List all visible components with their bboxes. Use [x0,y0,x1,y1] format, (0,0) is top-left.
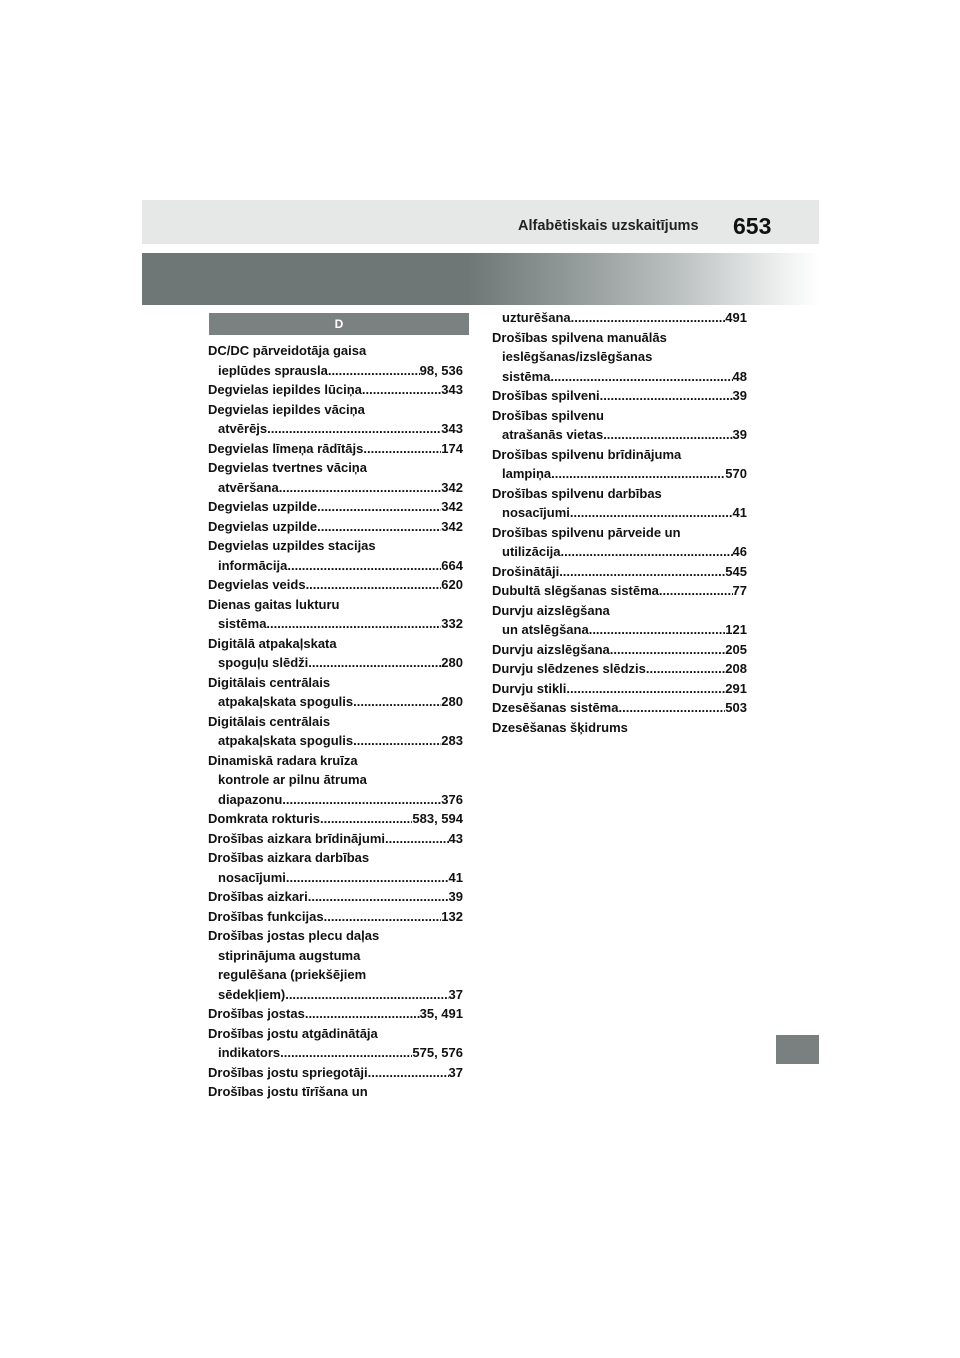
index-entry-line: ieslēgšanas/izslēgšanas [502,349,653,364]
dot-leader [363,439,441,459]
dot-leader [570,503,733,523]
index-entry [208,1043,463,1063]
index-entry-line: DC/DC pārveidotāja gaisa [208,343,367,358]
index-entry-term: diapazonu [218,791,283,807]
index-entry-line: Digitālā atpakaļskata [208,635,337,651]
index-entry-page: 35, 491 [419,1006,463,1021]
dot-leader [600,386,733,406]
dot-leader [320,809,412,829]
index-entry-page: 376 [441,791,463,807]
dot-leader [603,425,732,445]
index-entry-term: Domkrata rokturis [208,811,320,826]
index-entry-term: atvēršana [218,479,279,495]
dot-leader [267,419,441,439]
page-title: Alfabētiskais uzskaitījums [518,218,699,234]
index-entry-line: Drošības spilvenu pārveide un [492,524,681,540]
index-entry-line: Degvielas uzpildes stacijas [208,538,376,553]
index-entry-page: 291 [725,680,747,696]
index-entry-term: nosacījumi [218,869,286,885]
index-entry-line: Drošības jostu atgādinātāja [208,1025,378,1041]
index-entry-term: Degvielas veids [208,577,306,592]
index-entry-page: 332 [441,616,463,631]
dot-leader [285,985,448,1005]
index-entry-line: Dienas gaitas lukturu [208,596,340,612]
index-entry-page: 575, 576 [412,1045,463,1060]
dot-leader [550,367,732,387]
index-entry-line: Drošības spilvenu [492,407,604,423]
dot-leader [551,464,725,484]
dot-leader [280,1043,412,1063]
index-entry-term: atpakaļskata spogulis [218,733,354,748]
index-entry-term: Durvju stikli [492,680,567,696]
index-entry-term: Drošības spilveni [492,388,600,403]
index-entry-term: atpakaļskata spogulis [218,694,354,709]
index-entry-page: 174 [441,440,463,456]
index-entry-term: Durvju aizslēgšana [492,641,610,657]
index-entry-line: regulēšana (priekšējiem [218,967,367,982]
index-entry-term: spoguļu slēdži [218,655,309,670]
page-number: 653 [733,213,772,239]
index-entry-line: stiprinājuma augstuma [218,947,361,963]
index-entry-page: 37 [448,1064,463,1080]
dot-leader [559,562,725,582]
index-entry-term: un atslēgšana [502,622,589,637]
index-entry-page: 503 [725,700,747,715]
index-entry-term: Dubultā slēgšanas sistēma [492,583,659,598]
index-entry [492,308,747,328]
index-entry [208,985,463,1005]
dot-leader [353,731,441,751]
index-entry-line: Degvielas iepildes vāciņa [208,401,365,417]
index-entry-page: 41 [448,869,463,885]
index-column-left [208,341,463,1102]
dot-leader [305,1004,420,1024]
index-entry-page: 545 [725,563,747,579]
dot-leader [610,640,726,660]
index-entry-page: 43 [448,830,463,846]
index-entry-term: sistēma [502,368,551,384]
dot-leader [308,653,441,673]
index-entry-page: 583, 594 [412,811,463,826]
index-entry [492,640,747,660]
dot-leader [618,698,725,718]
dot-leader [362,380,441,400]
index-entry [492,367,747,387]
index-entry-page: 491 [725,310,747,325]
index-entry-line: Durvju aizslēgšana [492,602,610,618]
index-entry-term: Drošības jostas [208,1006,305,1021]
index-entry [208,439,463,459]
dot-leader [317,497,441,517]
dot-leader [286,868,449,888]
index-side-tab [776,1035,819,1064]
index-entry-term: sistēma [218,616,267,631]
index-entry-term: Drošības aizkari [208,889,308,904]
index-entry-line: Digitālais centrālais [208,713,331,729]
index-entry-term: Degvielas uzpilde [208,518,318,534]
index-entry-line: Digitālais centrālais [208,674,331,690]
index-entry [208,887,463,907]
index-entry-page: 41 [732,505,747,520]
index-entry [208,497,463,517]
decorative-gradient-band [142,253,819,305]
index-entry-term: Degvielas līmeņa rādītājs [208,440,364,456]
index-entry [208,361,463,381]
index-entry-page: 343 [441,382,463,397]
index-entry [492,581,747,601]
index-entry [208,790,463,810]
index-entry-page: 283 [441,733,463,748]
index-entry-page: 39 [732,388,747,403]
dot-leader [353,692,441,712]
index-entry [492,464,747,484]
index-entry-line: Drošības spilvenu darbības [492,485,662,501]
index-entry-page: 121 [725,622,747,637]
index-entry-term: nosacījumi [502,505,570,520]
index-entry [208,556,463,576]
index-entry-page: 620 [441,577,463,592]
index-entry-line: Degvielas tvertnes vāciņa [208,460,367,475]
index-entry [208,517,463,537]
dot-leader [308,887,449,907]
index-entry [208,419,463,439]
dot-leader [317,517,441,537]
index-entry-page: 205 [725,641,747,657]
index-entry [492,679,747,699]
dot-leader [282,790,441,810]
index-entry [492,659,747,679]
index-entry [208,478,463,498]
index-entry [492,620,747,640]
index-entry-page: 48 [732,368,747,384]
index-entry [492,562,747,582]
index-entry-line: Drošības aizkara darbības [208,850,370,865]
index-entry-term: Drošības aizkara brīdinājumi [208,830,386,846]
dot-leader [306,575,442,595]
index-entry [208,653,463,673]
dot-leader [287,556,441,576]
dot-leader [328,361,420,381]
index-entry [208,907,463,927]
index-entry-term: Drošinātāji [492,563,560,579]
dot-leader [571,308,726,328]
dot-leader [279,478,442,498]
index-entry-page: 570 [725,466,747,481]
index-entry-page: 280 [441,655,463,670]
index-entry [492,386,747,406]
index-entry [492,698,747,718]
index-entry-page: 77 [732,583,747,598]
index-entry [492,425,747,445]
index-entry-page: 342 [441,499,463,514]
index-entry-term: indikators [218,1045,281,1060]
index-entry-line: Dzesēšanas šķidrums [492,719,628,735]
index-entry [208,614,463,634]
index-entry [208,1004,463,1024]
index-entry-term: Durvju slēdzenes slēdzis [492,661,646,676]
index-entry [492,503,747,523]
index-entry-term: sēdekļiem) [218,986,286,1002]
index-entry-term: atvērējs [218,421,268,436]
index-entry-term: utilizācija [502,544,561,559]
dot-leader [646,659,725,679]
index-entry-term: ieplūdes sprausla [218,362,328,378]
dot-leader [589,620,726,640]
index-entry-page: 280 [441,694,463,709]
index-entry-page: 37 [448,986,463,1002]
index-entry-page: 98, 536 [419,362,463,378]
index-entry [208,868,463,888]
index-entry [208,692,463,712]
index-entry-page: 664 [441,557,463,573]
index-entry-term: Dzesēšanas sistēma [492,700,619,715]
section-letter-header: D [209,313,469,335]
index-entry-term: atrašanās vietas [502,427,604,442]
header-band [142,200,819,244]
dot-leader [561,542,733,562]
index-entry-page: 208 [725,661,747,676]
index-entry [208,575,463,595]
index-entry [208,380,463,400]
index-entry [208,829,463,849]
dot-leader [324,907,442,927]
index-entry-term: Drošības jostu spriegotāji [208,1064,368,1080]
index-entry [208,1063,463,1083]
index-entry-term: Degvielas uzpilde [208,499,318,514]
dot-leader [659,581,733,601]
dot-leader [368,1063,449,1083]
dot-leader [385,829,449,849]
index-entry-page: 342 [441,479,463,495]
index-entry [208,809,463,829]
index-entry-line: kontrole ar pilnu ātruma [218,772,367,787]
index-entry-term: informācija [218,557,288,573]
index-entry-line: Drošības spilvenu brīdinājuma [492,446,682,462]
index-entry-page: 132 [441,908,463,924]
index-entry-page: 39 [732,427,747,442]
index-entry-line: Drošības jostu tīrīšana un [208,1084,368,1099]
index-entry-line: Drošības spilvena manuālās [492,329,667,345]
index-entry-page: 46 [732,544,747,559]
index-entry [208,731,463,751]
index-entry [492,542,747,562]
index-entry-page: 39 [448,889,463,904]
index-entry-term: Degvielas iepildes lūciņa [208,382,362,397]
index-entry-line: Dinamiskā radara kruīza [208,752,358,768]
index-entry-term: Drošības funkcijas [208,908,324,924]
index-entry-line: Drošības jostas plecu daļas [208,928,380,943]
index-entry-term: uzturēšana [502,310,571,325]
index-entry-page: 342 [441,518,463,534]
index-entry-page: 343 [441,421,463,436]
index-column-right [492,308,747,737]
dot-leader [266,614,441,634]
index-entry-term: lampiņa [502,466,552,481]
dot-leader [566,679,725,699]
